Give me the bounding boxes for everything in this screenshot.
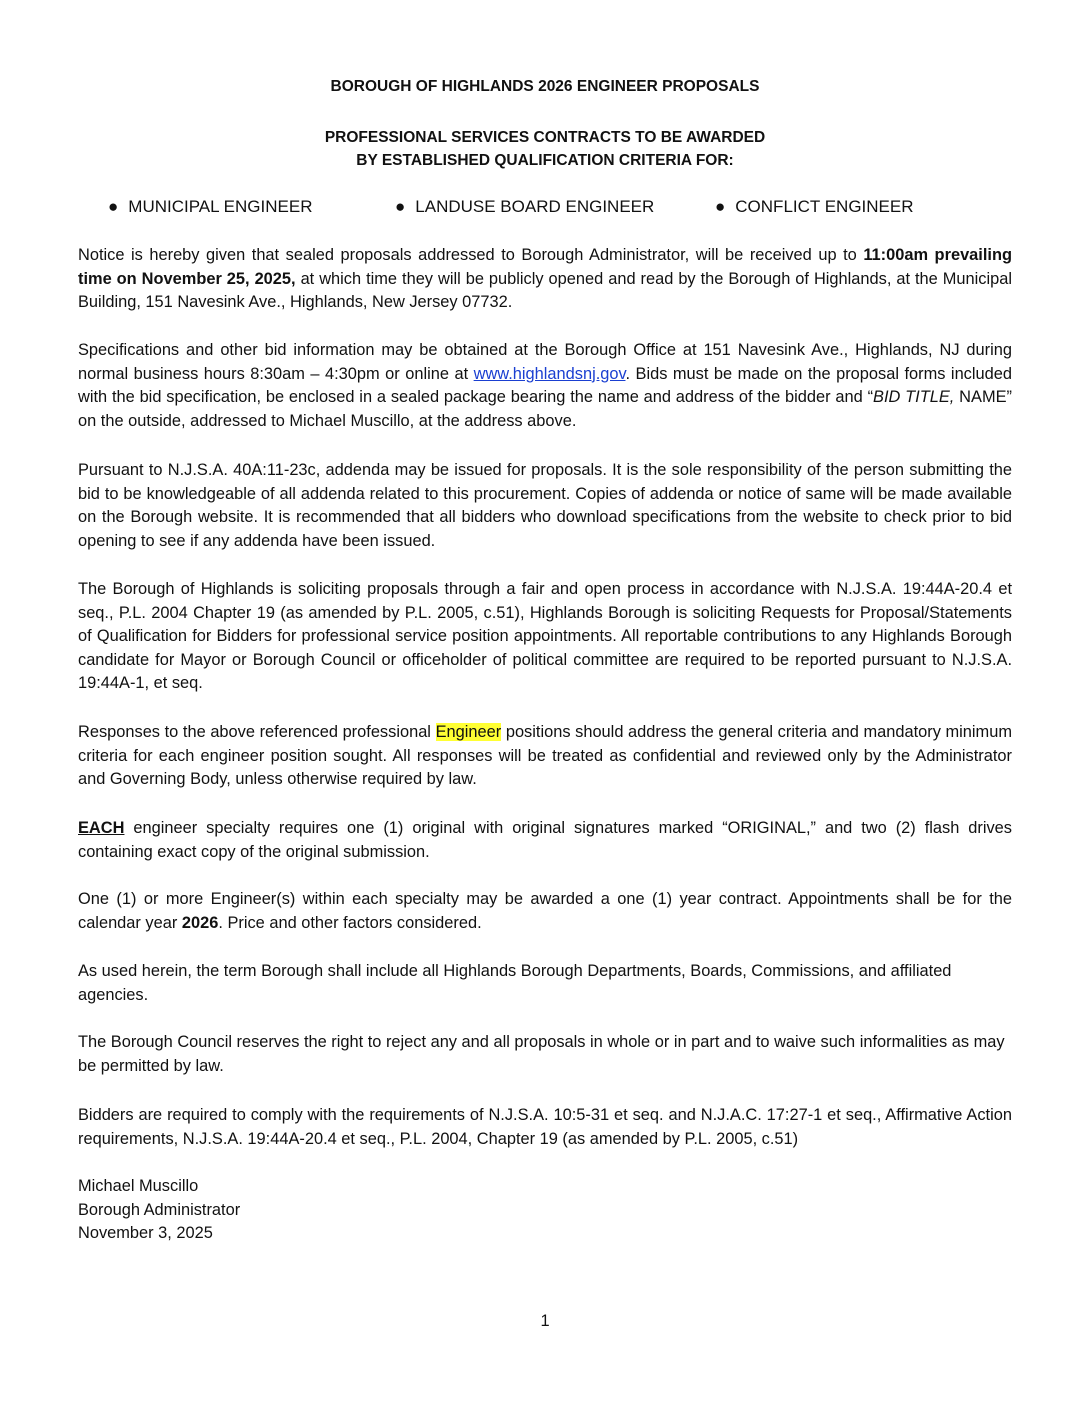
- addenda-paragraph: Pursuant to N.J.S.A. 40A:11-23c, addenda may be issued for proposals. It is the sole responsibility of the person submitting the bid to be knowledgeable of all addenda related to this procurement. Copies of addenda or notice of same will be made available on the Borough website. It is recommended that all bidders who download specifications from the website to check prior to bid opening to see if any addenda have been issued.: [78, 461, 1012, 550]
- position-municipal-engineer: ● MUNICIPAL ENGINEER: [108, 197, 313, 216]
- specifications-paragraph: Specifications and other bid information may be obtained at the Borough Office at 151 Navesink Ave., Highlands, NJ during normal business hours 8:30am – 4:30pm or online at www.highlandsnj.gov. Bids must be made on the proposal forms included with the bid specification, be enclosed in a sealed package bearing the name and address of the bidder and “BID TITLE, NAME” on the outside, addressed to Michael Muscillo, at the address above.: [78, 341, 1012, 430]
- bullet-icon: ●: [108, 197, 119, 216]
- subtitle-line-2: BY ESTABLISHED QUALIFICATION CRITERIA FOR:: [356, 152, 734, 169]
- reserve-paragraph: The Borough Council reserves the right to reject any and all proposals in whole or in part and to waive such informalities as may be permitted by law.: [78, 1033, 1005, 1075]
- bullet-icon: ●: [395, 197, 406, 216]
- award-paragraph: One (1) or more Engineer(s) within each specialty may be awarded a one (1) year contract. Appointments shall be for the calendar year 2026. Price and other factors considered.: [78, 890, 1012, 932]
- highlighted-term: Engineer: [435, 723, 502, 741]
- signer-title: Borough Administrator: [78, 1200, 241, 1219]
- deadline-text: 11:00am prevailing time on November 25, 2025,: [78, 246, 1012, 288]
- definition-paragraph: As used herein, the term Borough shall include all Highlands Borough Departments, Boards, Commissions, and affiliated agencies.: [78, 962, 952, 1004]
- responses-paragraph: Responses to the above referenced professional Engineer positions should address the general criteria and mandatory minimum criteria for each engineer position sought. All responses will be treated as confidential and reviewed only by the Administrator and Governing Body, unless otherwise required by law.: [78, 723, 1012, 789]
- compliance-paragraph: Bidders are required to comply with the requirements of N.J.S.A. 10:5-31 et seq. and N.J.A.C. 17:27-1 et seq., Affirmative Action requirements, N.J.S.A. 19:44A-20.4 et seq., P.L. 2004, Chapter 19 (as amended by P.L. 2005, c.51): [78, 1106, 1012, 1148]
- signature-block: [78, 1175, 240, 1246]
- each-paragraph: EACH engineer specialty requires one (1) original with original signatures marked “ORIGINAL,” and two (2) flash drives containing exact copy of the original submission.: [78, 819, 1012, 861]
- fair-open-paragraph: The Borough of Highlands is soliciting proposals through a fair and open process in accordance with N.J.S.A. 19:44A-20.4 et seq., P.L. 2004 Chapter 19 (as amended by P.L. 2005, c.51), Highlands Borough is soliciting Requests for Proposal/Statements of Qualification for Bidders for professional service position appointments. All reportable contributions to any Highlands Borough candidate for Mayor or Borough Council or officeholder of political committee are required to be reported pursuant to N.J.S.A. 19:44A-1, et seq.: [78, 580, 1012, 693]
- document-title: BOROUGH OF HIGHLANDS 2026 ENGINEER PROPOSALS: [330, 78, 760, 95]
- contract-year: 2026: [181, 913, 219, 932]
- page-number: 1: [540, 1312, 550, 1330]
- document-subtitle: [78, 126, 1012, 172]
- website-link[interactable]: www.highlandsnj.gov: [473, 364, 626, 383]
- notice-paragraph: Notice is hereby given that sealed proposals addressed to Borough Administrator, will be received up to 11:00am prevailing time on November 25, 2025, at which time they will be publicly opened and read by the Borough of Highlands, at the Municipal Building, 151 Navesink Ave., Highlands, New Jersey 07732.: [78, 246, 1012, 312]
- bullet-icon: ●: [715, 197, 726, 216]
- subtitle-line-1: PROFESSIONAL SERVICES CONTRACTS TO BE AWARDED: [324, 129, 766, 146]
- signer-name: Michael Muscillo: [78, 1177, 199, 1195]
- signature-date: November 3, 2025: [78, 1224, 213, 1243]
- each-emphasis: EACH: [78, 819, 125, 837]
- position-landuse-board-engineer: ● LANDUSE BOARD ENGINEER: [395, 197, 655, 216]
- position-conflict-engineer: ● CONFLICT ENGINEER: [715, 197, 914, 216]
